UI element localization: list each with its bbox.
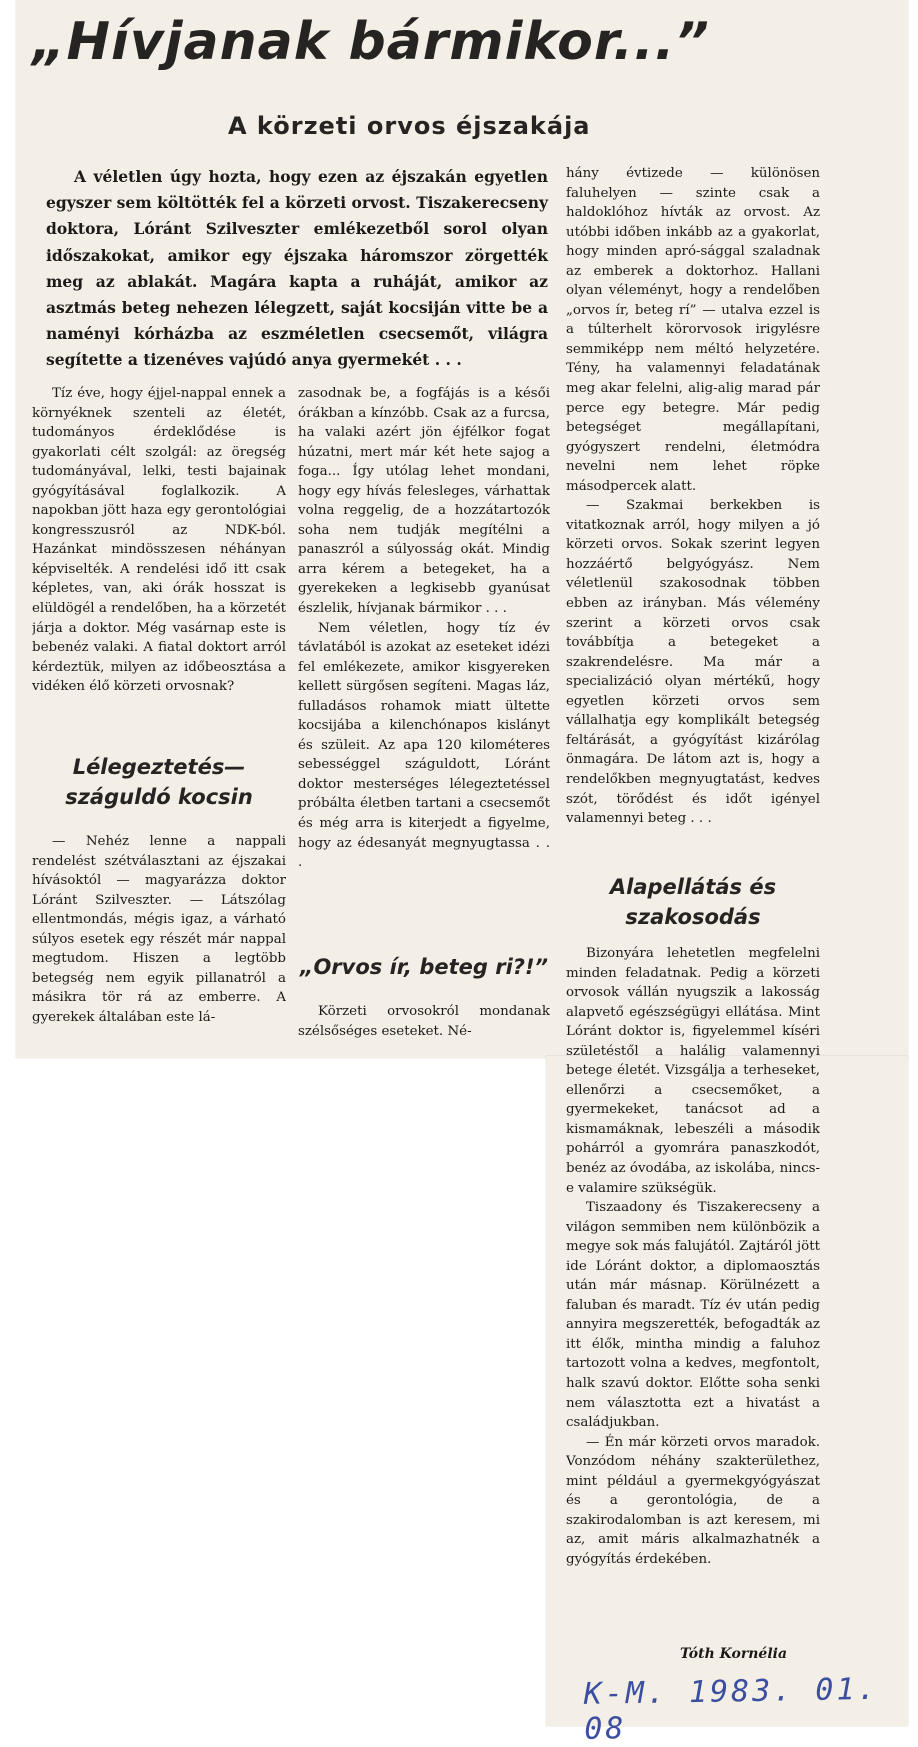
paragraph: — Szakmai berkekben is vitatkoznak arról, hogy milyen a jó körzeti orvos. Sokak szerint legyen hozzáértő belgyógyász. Nem véletlenül szakosodnak többen ebben az irányban. Más vélemény szerint a körzeti orvos csak továbbítja a betegeket a szakrendelésre. Ma már a specializáció olyan mértékű, hogy egyetlen körzeti orvos sem vállalhatja egy komplikált betegség feltárását, a gyógyítást kizárólag önmagára. De látom azt is, hogy a rendelőkben megnyugtatást, kedves szót, törődést és időt igényel valamennyi beteg . . .	[566, 498, 820, 827]
paragraph: zasodnak be, a fogfájás is a késői órákban a kínzóbb. Csak az a furcsa, ha valaki azért jön éjfélkor fogat húzatni, mert már két hete sajog a foga... Így utólag lehet mondani, hogy egy hívás felesleges, várhattak volna reggelig, de a hozzátartozók soha nem tudják megítélni a panaszról a súlyosság okát. Mindig arra kérem a betegeket, ha a gyerekeken a legkisebb gyanúsat észlelik, hívjanak bármikor . . .	[298, 386, 550, 617]
handwritten-date-note: K-M. 1983. 01. 08	[583, 1671, 879, 1747]
paragraph: — Én már körzeti orvos maradok. Vonzódom néhány szakterülethez, mint például a gyermekgyógyászat és a gerontológia, de a szakirodalomban is azt keresem, mi az, amit máris alkalmazhatnék a gyógyítás érdekében.	[566, 1434, 820, 1567]
paragraph: — Nehéz lenne a nappali rendelést szétválasztani az éjszakai hívásoktól — magyarázza doktor Lóránt Szilveszter. — Látszólag ellentmondás, mégis igaz, a várható súlyos esetek egy részét már nappal megtudom. Hiszen a legtöbb betegség nem egyik pillanatról a másikra tör rá az emberre. A gyerekek általában este lá-	[32, 834, 286, 1025]
column-1	[32, 384, 286, 740]
column-2	[298, 384, 550, 950]
column-1-continued	[32, 832, 286, 1052]
subheading-orvos-ir: „Orvos ír, beteg ri?!”	[299, 955, 549, 979]
article-subtitle: A körzeti orvos éjszakája	[228, 112, 591, 140]
paragraph: Tíz éve, hogy éjjel-nappal ennek a környéknek szenteli az életét, tudományos érdeklődése is gyakorlati célt szolgál: az öregség tudományával, lelki, testi bajainak gyógyításával foglalkozik. A napokban jött haza egy gerontológiai kongresszusról az NDK-ból. Hazánkat mindösszesen néhányan képviselték. A rendelési idő itt csak képletes, van, aki órák hosszat is elüldögél a rendelőben, ha a körzetét járja a doktor. Még vasárnap este is bebenéz valaki. A fiatal doktort arról kérdeztük, milyen az időbeosztása a vidéken élő körzeti orvosnak?	[32, 386, 286, 695]
lead-paragraph: A véletlen úgy hozta, hogy ezen az éjszakán egyetlen egyszer sem költötték fel a körzeti orvost. Tiszakerecseny doktora, Lóránt Szilveszter emlékezetből sorol olyan időszakokat, amikor egy éjszaka háromszor zörgették meg az ablakát. Magára kapta a ruháját, amikor az asztmás beteg nehezen lélegzett, saját kocsiján vitte be a naményi kórházba az eszméletlen csecsemőt, világra segítette a tizenéves vajúdó anya gyermekét . . .	[46, 167, 548, 370]
column-3	[566, 164, 820, 860]
paragraph: hány évtizede — különösen faluhelyen — szinte csak a haldoklóhoz hívták az orvost. Az utóbbi időben inkább az a gyakorlat, hogy minden apró-sággal szaladnak az emberek a doktorhoz. Hallani olyan véleményt, hogy a rendelőben „orvos ír, beteg rí” — utalva ezzel is a túlterhelt körorvosok irigylésre semmiképp nem méltó helyzetére. Tény, ha valamennyi feladatának meg akar felelni, alig-alig marad pár perce egy betegre. Már pedig betegséget megállapítani, gyógyszert rendelni, életmódra nevelni nem lehet röpke másodpercek alatt.	[566, 166, 820, 494]
column-3-continued	[566, 944, 820, 1644]
column-2-continued	[298, 1002, 550, 1052]
article-title: „Hívjanak bármikor...”	[32, 12, 710, 72]
author-byline: Tóth Kornélia	[680, 1646, 788, 1662]
paragraph: Nem véletlen, hogy tíz év távlatából is azokat az eseteket idézi fel emlékezete, amikor kisgyereken kellett sürgősen segíteni. Magas láz, fulladásos rohamok miatt ültette kocsijába a kilenchónapos kislányt és szüleit. Az apa 120 kilométeres sebességgel száguldott, Lóránt doktor mesterséges lélegeztetéssel próbálta életben tartani a csecsemőt és még arra is kiterjedt a figyelme, hogy az édesanyát megnyugtassa . . .	[298, 620, 550, 871]
subheading-lelegeztetes: Lélegeztetés— száguldó kocsin	[65, 755, 253, 809]
subheading-alapellatas: Alapellátás és szakosodás	[609, 875, 777, 929]
paragraph: Körzeti orvosokról mondanak szélsőséges eseteket. Né-	[298, 1004, 550, 1039]
paragraph: Bizonyára lehetetlen megfelelni minden feladatnak. Pedig a körzeti orvosok vállán nyugszik a lakosság alapvető egészségügyi ellátása. Mint Lóránt doktor is, figyelemmel kíséri születéstől a halálig valamennyi betege életét. Vizsgálja a terheseket, ellenőrzi a csecsemőket, a gyermekeket, tanácsot ad a kismamáknak, lebeszéli a második pohárról a gyomrára panaszkodót, benéz az óvodába, az iskolába, nincs-e valamire szükségük.	[566, 946, 820, 1196]
paragraph: Tiszaadony és Tiszakerecseny a világon semmiben nem különbözik a megye sok más falujától. Zajtáról jött ide Lóránt doktor, a diplomaosztás után már másnap. Körülnézett a faluban és maradt. Tíz év után pedig annyira megszerették, befogadták az itt élők, mintha mindig a faluhoz tartozott volna a kedves, megfontolt, halk szavú doktor. Előtte soha senki nem választotta ezt a hivatást a családjukban.	[566, 1200, 820, 1431]
